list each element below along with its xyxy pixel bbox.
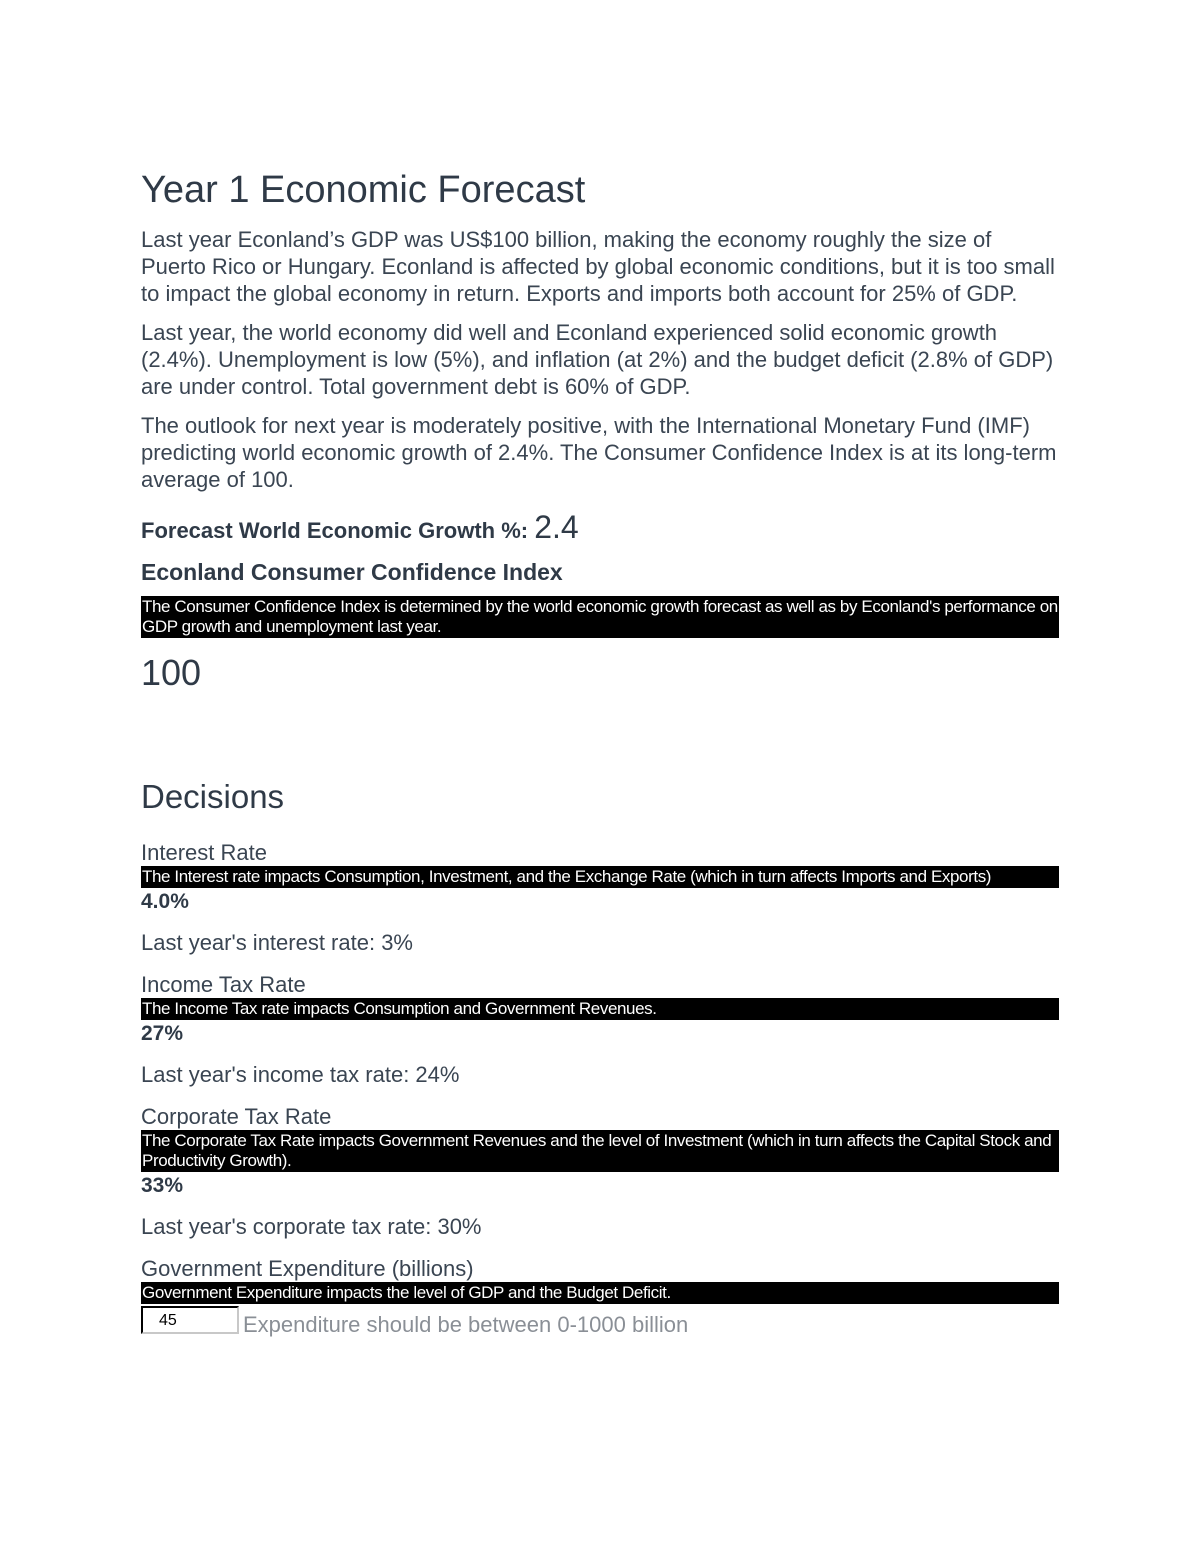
corporate-tax-tooltip: The Corporate Tax Rate impacts Government Revenues and the level of Investment (which in turn affects the Capital Stock and Productivity Growth). bbox=[141, 1130, 1059, 1172]
expenditure-section bbox=[141, 1256, 1059, 1337]
income-tax-last-year: Last year's income tax rate: 24% bbox=[141, 1062, 460, 1087]
corporate-tax-label: Corporate Tax Rate bbox=[141, 1104, 332, 1129]
world-growth-row bbox=[141, 507, 1059, 551]
interest-rate-last-year: Last year's interest rate: 3% bbox=[141, 930, 413, 955]
expenditure-input[interactable] bbox=[141, 1306, 239, 1334]
income-tax-section bbox=[141, 972, 1059, 1088]
intro-paragraph-2: Last year, the world economy did well and Econland experienced solid economic growth (2.4%). Unemployment is low (5%), and inflation (at 2%) and the budget deficit (2.8% of GDP) are under control. Total government debt is 60% of GDP. bbox=[141, 320, 1054, 399]
forecast-page bbox=[141, 160, 1059, 1337]
interest-rate-value: 4.0% bbox=[141, 890, 189, 913]
expenditure-tooltip: Government Expenditure impacts the level of GDP and the Budget Deficit. bbox=[141, 1282, 1059, 1304]
corporate-tax-section bbox=[141, 1104, 1059, 1240]
world-growth-label: Forecast World Economic Growth %: bbox=[141, 518, 535, 543]
corporate-tax-value: 33% bbox=[141, 1174, 184, 1197]
expenditure-note: Expenditure should be between 0-1000 billion bbox=[243, 1312, 689, 1337]
cci-heading: Econland Consumer Confidence Index bbox=[141, 559, 563, 585]
cci-tooltip: The Consumer Confidence Index is determined by the world economic growth forecast as well as by Econland's performance on GDP growth and unemployment last year. bbox=[142, 597, 1058, 636]
decisions-heading: Decisions bbox=[141, 778, 285, 815]
cci-value: 100 bbox=[141, 652, 202, 693]
expenditure-label: Government Expenditure (billions) bbox=[141, 1256, 474, 1281]
world-growth-value: 2.4 bbox=[534, 509, 579, 545]
income-tax-value: 27% bbox=[141, 1022, 184, 1045]
interest-rate-tooltip: The Interest rate impacts Consumption, Investment, and the Exchange Rate (which in turn affects Imports and Exports) bbox=[141, 866, 1059, 888]
interest-rate-label: Interest Rate bbox=[141, 840, 267, 865]
interest-rate-section bbox=[141, 840, 1059, 956]
income-tax-tooltip: The Income Tax rate impacts Consumption and Government Revenues. bbox=[141, 998, 1059, 1020]
page-title: Year 1 Economic Forecast bbox=[141, 169, 586, 211]
intro-paragraph-1: Last year Econland’s GDP was US$100 billion, making the economy roughly the size of Puerto Rico or Hungary. Econland is affected by global economic conditions, but it is too small to impact the global economy in return. Exports and imports both account for 25% of GDP. bbox=[141, 227, 1055, 306]
income-tax-label: Income Tax Rate bbox=[141, 972, 306, 997]
expenditure-input-row bbox=[141, 1306, 1059, 1337]
intro-paragraph-3: The outlook for next year is moderately positive, with the International Monetary Fund (IMF) predicting world economic growth of 2.4%. The Consumer Confidence Index is at its long-term average of 100. bbox=[141, 413, 1057, 492]
corporate-tax-last-year: Last year's corporate tax rate: 30% bbox=[141, 1214, 482, 1239]
